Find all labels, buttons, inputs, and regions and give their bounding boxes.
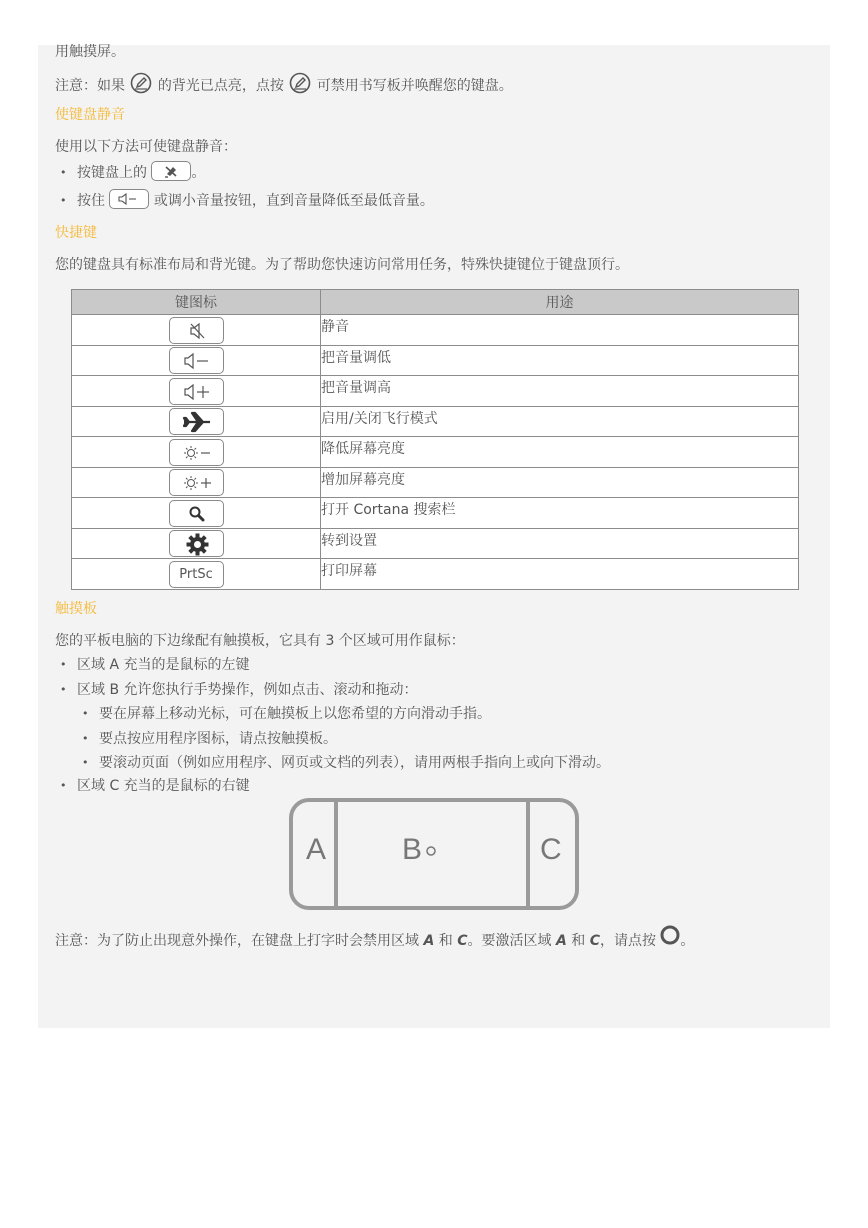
use-cell: 打开 Cortana 搜索栏 — [321, 498, 799, 529]
use-cell: 把音量调高 — [321, 376, 799, 407]
shortcut-table — [71, 289, 799, 590]
touchpad-diagram — [288, 797, 580, 911]
touchpad-bullet-b: • 区域 B 允许您执行手势操作，例如点击、滚动和拖动： — [77, 680, 418, 700]
pen-icon — [129, 72, 153, 100]
zone-b-label: B — [402, 833, 423, 866]
table-row — [72, 376, 799, 407]
brightness-up-icon — [169, 469, 224, 496]
touchpad-intro: 您的平板电脑的下边缘配有触摸板，它具有 3 个区域可用作鼠标： — [55, 633, 465, 649]
touchpad-note: 注意：为了防止出现意外操作，在键盘上打字时会禁用区域 A 和 C。要激活区域 A 和 C，请点按 。 — [55, 928, 694, 954]
pen-note: 注意：如果 的背光已点亮，点按 可禁用书写板并唤醒您的键盘。 — [55, 72, 513, 100]
mute-icon — [169, 317, 224, 344]
use-cell: 静音 — [321, 315, 799, 346]
mute-bullet-1: • 按键盘上的 。 — [77, 163, 205, 183]
touchpad-heading: 触摸板 — [55, 601, 97, 617]
table-row — [72, 559, 799, 590]
circle-button-icon — [660, 925, 680, 951]
mute-intro: 使用以下方法可使键盘静音： — [55, 139, 237, 155]
intro-line: 用触摸屏。 — [55, 44, 125, 60]
table-row — [72, 315, 799, 346]
touchpad-sub-3: • 要滚动页面（例如应用程序、网页或文档的列表），请用两根手指向上或向下滑动。 — [99, 753, 610, 773]
col-header-use: 用途 — [321, 290, 799, 315]
col-header-icon: 键图标 — [72, 290, 321, 315]
airplane-icon — [169, 408, 224, 435]
table-row — [72, 345, 799, 376]
shortcut-heading: 快捷键 — [55, 225, 97, 241]
use-cell: 打印屏幕 — [321, 559, 799, 590]
pen-icon — [288, 72, 312, 100]
touchpad-bullet-c: • 区域 C 充当的是鼠标的右键 — [77, 776, 250, 796]
volume-up-icon — [169, 378, 224, 405]
gear-icon — [169, 530, 224, 557]
mute-heading: 使键盘静音 — [55, 107, 125, 123]
use-cell: 启用/关闭飞行模式 — [321, 406, 799, 437]
mute-bullet-2: • 按住 或调小音量按钮，直到音量降低至最低音量。 — [77, 191, 434, 211]
use-cell: 增加屏幕亮度 — [321, 467, 799, 498]
mic-mute-key — [151, 161, 191, 181]
touchpad-bullet-a: • 区域 A 充当的是鼠标的左键 — [77, 655, 249, 675]
use-cell: 转到设置 — [321, 528, 799, 559]
zone-a-label: A — [306, 833, 327, 866]
touchpad-sub-2: • 要点按应用程序图标，请点按触摸板。 — [99, 729, 337, 749]
table-row — [72, 437, 799, 468]
touchpad-sub-1: • 要在屏幕上移动光标，可在触摸板上以您希望的方向滑动手指。 — [99, 704, 491, 724]
table-row — [72, 406, 799, 437]
search-icon — [169, 500, 224, 527]
volume-down-icon — [169, 347, 224, 374]
prtsc-key: PrtSc — [169, 561, 224, 588]
volume-down-key — [109, 189, 149, 209]
table-row — [72, 467, 799, 498]
use-cell: 把音量调低 — [321, 345, 799, 376]
table-row — [72, 528, 799, 559]
brightness-down-icon — [169, 439, 224, 466]
shortcut-intro: 您的键盘具有标准布局和背光键。为了帮助您快速访问常用任务，特殊快捷键位于键盘顶行。 — [55, 257, 629, 273]
use-cell: 降低屏幕亮度 — [321, 437, 799, 468]
table-row — [72, 498, 799, 529]
zone-c-label: C — [540, 833, 562, 866]
table-header-row — [72, 290, 799, 315]
